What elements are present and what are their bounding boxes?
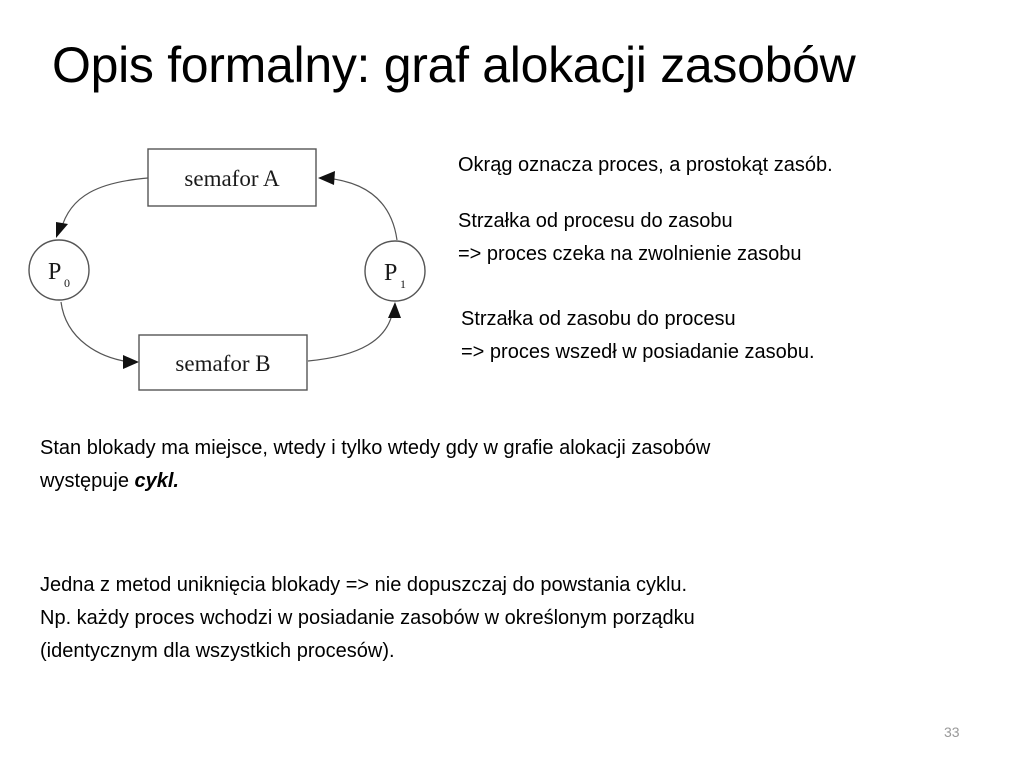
slide-title: Opis formalny: graf alokacji zasobów bbox=[52, 37, 856, 93]
resource-semafor-a bbox=[148, 149, 316, 206]
process-p0-letter: P bbox=[48, 259, 62, 285]
slide-number: 33 bbox=[944, 724, 960, 740]
legend-arrow-to-resource bbox=[458, 205, 802, 271]
arrowhead-semafor-b bbox=[123, 355, 139, 369]
legend-circle-rect-text: Okrąg oznacza proces, a prostokąt zasób. bbox=[458, 154, 833, 176]
edge-p1-to-semafor-a bbox=[325, 178, 397, 240]
resource-semafor-a-label: semafor A bbox=[184, 166, 280, 191]
legend-circle-rect bbox=[458, 149, 833, 182]
avoidance-line3: (identycznym dla wszystkich procesów). bbox=[40, 640, 395, 662]
deadlock-cycle-emphasis: cykl. bbox=[134, 470, 179, 492]
avoidance-statement bbox=[40, 569, 695, 668]
edge-semafor-a-to-p0 bbox=[61, 178, 148, 230]
legend-arrow-to-resource-line1: Strzałka od procesu do zasobu bbox=[458, 210, 733, 232]
resource-semafor-b-label: semafor B bbox=[175, 351, 271, 376]
process-p0 bbox=[29, 240, 89, 300]
process-p1-subscript: 1 bbox=[400, 277, 406, 291]
deadlock-line1: Stan blokady ma miejsce, wtedy i tylko wtedy gdy w grafie alokacji zasobów bbox=[40, 437, 711, 459]
deadlock-line2 bbox=[40, 465, 710, 498]
arrowhead-semafor-a bbox=[318, 171, 335, 185]
legend-arrow-to-resource-line2: => proces czeka na zwolnienie zasobu bbox=[458, 243, 802, 265]
process-p0-subscript: 0 bbox=[64, 276, 70, 290]
edge-semafor-b-to-p1 bbox=[308, 310, 393, 361]
avoidance-line1: Jedna z metod uniknięcia blokady => nie dopuszczaj do powstania cyklu. bbox=[40, 574, 688, 596]
resource-allocation-graph bbox=[0, 0, 430, 400]
process-p1 bbox=[365, 241, 425, 301]
deadlock-statement bbox=[40, 432, 710, 498]
resource-semafor-b bbox=[139, 335, 307, 390]
legend-arrow-to-process bbox=[461, 303, 815, 369]
arrowhead-p1 bbox=[388, 302, 401, 318]
legend-arrow-to-process-line2: => proces wszedł w posiadanie zasobu. bbox=[461, 341, 815, 363]
edge-p0-to-semafor-b bbox=[61, 302, 130, 362]
arrowhead-p0 bbox=[56, 222, 68, 238]
avoidance-line2: Np. każdy proces wchodzi w posiadanie zasobów w określonym porządku bbox=[40, 607, 695, 629]
legend-arrow-to-process-line1: Strzałka od zasobu do procesu bbox=[461, 308, 736, 330]
deadlock-line2-prefix: występuje bbox=[40, 470, 135, 492]
process-p1-letter: P bbox=[384, 260, 398, 286]
